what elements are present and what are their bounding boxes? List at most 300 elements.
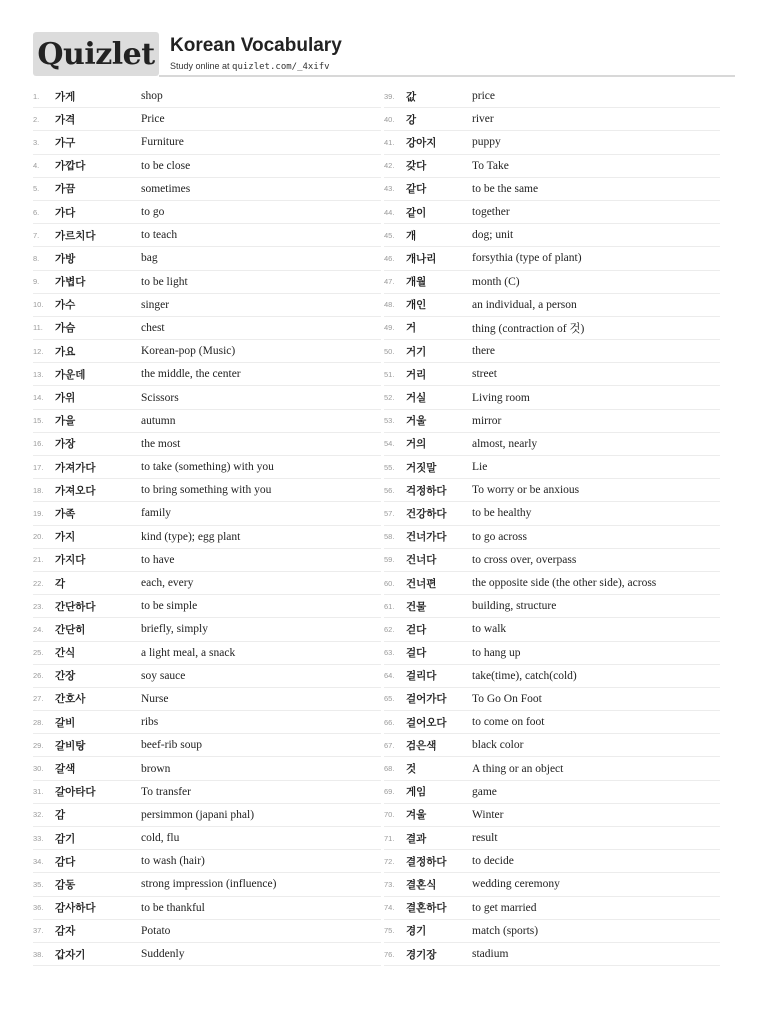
english-definition: ribs (141, 716, 159, 729)
korean-term: 가족 (55, 507, 76, 520)
vocab-row (33, 456, 381, 479)
korean-term: 경기장 (406, 948, 437, 961)
korean-term: 거짓말 (406, 461, 437, 474)
item-number: 67. (384, 740, 395, 750)
vocab-row (384, 618, 720, 641)
item-number: 50. (384, 346, 395, 356)
vocab-row (33, 873, 381, 896)
korean-term: 같다 (406, 183, 427, 196)
vocab-row (384, 665, 720, 688)
item-number: 30. (33, 764, 44, 774)
vocab-row (33, 595, 381, 618)
korean-term: 갈비탕 (55, 739, 86, 752)
item-number: 66. (384, 717, 395, 727)
item-number: 69. (384, 787, 395, 797)
vocab-row (384, 711, 720, 734)
korean-term: 개인 (406, 299, 427, 312)
english-definition: To Go On Foot (472, 692, 542, 705)
korean-term: 결과 (406, 832, 427, 845)
item-number: 11. (33, 323, 43, 333)
english-definition: the middle, the center (141, 368, 241, 381)
korean-term: 거리 (406, 368, 427, 381)
item-number: 18. (33, 485, 44, 495)
korean-term: 게임 (406, 786, 427, 799)
header-divider (159, 75, 735, 77)
item-number: 62. (384, 624, 395, 634)
english-definition: autumn (141, 414, 176, 427)
vocab-row (384, 688, 720, 711)
vocab-row (384, 155, 720, 178)
vocab-row (33, 642, 381, 665)
study-link[interactable]: quizlet.com/_4xifv (232, 62, 330, 72)
korean-term: 가방 (55, 252, 76, 265)
item-number: 26. (33, 671, 44, 681)
vocab-row (384, 873, 720, 896)
korean-term: 가볍다 (55, 276, 86, 289)
english-definition: Potato (141, 924, 171, 937)
english-definition: each, every (141, 577, 194, 590)
english-definition: cold, flu (141, 832, 180, 845)
korean-term: 가구 (55, 136, 76, 149)
korean-term: 가지다 (55, 554, 86, 567)
item-number: 7. (33, 230, 40, 240)
korean-term: 개월 (406, 276, 427, 289)
vocab-row (33, 781, 381, 804)
vocab-row (384, 456, 720, 479)
english-definition: result (472, 832, 498, 845)
english-definition: chest (141, 321, 165, 334)
english-definition: family (141, 507, 172, 520)
english-definition: beef-rib soup (141, 739, 202, 752)
item-number: 59. (384, 555, 395, 565)
item-number: 16. (33, 439, 44, 449)
vocab-row (384, 108, 720, 131)
english-definition: bag (141, 252, 158, 265)
english-definition: price (472, 90, 495, 103)
item-number: 27. (33, 694, 44, 704)
english-definition: to wash (hair) (141, 855, 205, 868)
item-number: 46. (384, 253, 395, 263)
vocab-row (384, 781, 720, 804)
english-definition: soy sauce (141, 669, 186, 682)
english-definition: kind (type); egg plant (141, 530, 241, 543)
item-number: 32. (33, 810, 44, 820)
item-number: 52. (384, 393, 395, 403)
korean-term: 건물 (406, 600, 427, 613)
item-number: 20. (33, 532, 44, 542)
english-definition: to go (141, 206, 165, 219)
english-definition: to go across (472, 530, 527, 543)
english-definition: singer (141, 298, 170, 311)
english-definition: strong impression (influence) (141, 878, 277, 891)
item-number: 12. (33, 346, 44, 356)
english-definition: a light meal, a snack (141, 646, 236, 659)
item-number: 51. (384, 369, 395, 379)
english-definition: mirror (472, 414, 502, 427)
english-definition: to be light (141, 275, 188, 288)
english-definition: building, structure (472, 600, 557, 613)
english-definition: to walk (472, 623, 507, 636)
korean-term: 것 (406, 763, 417, 776)
english-definition: dog; unit (472, 229, 514, 242)
vocab-row (384, 340, 720, 363)
english-definition: Living room (472, 391, 530, 404)
item-number: 44. (384, 207, 395, 217)
english-definition: month (C) (472, 275, 520, 288)
korean-term: 경기 (406, 925, 427, 938)
korean-term: 갖다 (406, 160, 427, 173)
vocab-row (33, 850, 381, 873)
item-number: 10. (33, 300, 44, 310)
english-definition: thing (contraction of 것) (472, 322, 585, 335)
vocab-row (384, 294, 720, 317)
korean-term: 감자 (55, 925, 76, 938)
item-number: 1. (33, 91, 40, 101)
korean-term: 가운데 (55, 368, 86, 381)
item-number: 6. (33, 207, 40, 217)
item-number: 58. (384, 532, 395, 542)
vocab-row (384, 271, 720, 294)
item-number: 74. (384, 903, 395, 913)
english-definition: stadium (472, 948, 509, 961)
korean-term: 가지 (55, 531, 76, 544)
english-definition: sometimes (141, 182, 191, 195)
vocab-row (33, 131, 381, 154)
english-definition: Lie (472, 461, 488, 474)
item-number: 43. (384, 184, 395, 194)
item-number: 57. (384, 508, 395, 518)
korean-term: 감 (55, 809, 66, 822)
korean-term: 감사하다 (55, 902, 96, 915)
vocab-row (384, 363, 720, 386)
korean-term: 가요 (55, 345, 76, 358)
english-definition: to decide (472, 855, 514, 868)
item-number: 70. (384, 810, 395, 820)
english-definition: to bring something with you (141, 484, 272, 497)
korean-term: 감다 (55, 855, 76, 868)
korean-term: 개 (406, 229, 417, 242)
korean-term: 가깝다 (55, 160, 86, 173)
item-number: 4. (33, 161, 40, 171)
vocab-row (384, 201, 720, 224)
item-number: 60. (384, 578, 395, 588)
vocab-row (33, 271, 381, 294)
english-definition: river (472, 113, 494, 126)
korean-term: 가슴 (55, 322, 76, 335)
english-definition: almost, nearly (472, 437, 538, 450)
item-number: 56. (384, 485, 395, 495)
english-definition: an individual, a person (472, 298, 577, 311)
vocab-row (384, 757, 720, 780)
vocab-row (33, 526, 381, 549)
english-definition: To worry or be anxious (472, 484, 580, 497)
vocab-row (33, 920, 381, 943)
english-definition: to teach (141, 229, 178, 242)
vocab-row (33, 85, 381, 108)
vocab-row (33, 757, 381, 780)
vocab-column-right (384, 85, 720, 966)
item-number: 53. (384, 416, 395, 426)
korean-term: 거 (406, 322, 417, 335)
korean-term: 걷다 (406, 623, 427, 636)
item-number: 38. (33, 949, 44, 959)
vocab-row (384, 943, 720, 966)
english-definition: Suddenly (141, 948, 185, 961)
vocab-row (384, 572, 720, 595)
vocab-row (33, 155, 381, 178)
english-definition: A thing or an object (472, 762, 564, 775)
vocab-row (384, 178, 720, 201)
item-number: 76. (384, 949, 395, 959)
english-definition: take(time), catch(cold) (472, 669, 577, 682)
item-number: 33. (33, 833, 44, 843)
korean-term: 건너가다 (406, 531, 447, 544)
english-definition: to hang up (472, 646, 521, 659)
item-number: 63. (384, 648, 395, 658)
vocab-row (33, 433, 381, 456)
korean-term: 간단히 (55, 623, 86, 636)
korean-term: 가을 (55, 415, 76, 428)
vocab-row (384, 549, 720, 572)
item-number: 5. (33, 184, 40, 194)
english-definition: to get married (472, 901, 537, 914)
item-number: 13. (33, 369, 44, 379)
vocab-row (384, 897, 720, 920)
item-number: 28. (33, 717, 44, 727)
item-number: 47. (384, 277, 395, 287)
item-number: 29. (33, 740, 44, 750)
korean-term: 거의 (406, 438, 427, 451)
korean-term: 가게 (55, 90, 76, 103)
vocab-row (384, 247, 720, 270)
vocab-row (384, 433, 720, 456)
english-definition: forsythia (type of plant) (472, 252, 582, 265)
item-number: 31. (33, 787, 44, 797)
korean-term: 걸다 (406, 647, 427, 660)
item-number: 19. (33, 508, 44, 518)
vocab-column-left (33, 85, 381, 966)
korean-term: 겨울 (406, 809, 427, 822)
english-definition: To Take (472, 159, 509, 172)
vocab-row (33, 688, 381, 711)
vocab-row (384, 804, 720, 827)
korean-term: 걱정하다 (406, 484, 447, 497)
vocab-row (33, 734, 381, 757)
item-number: 9. (33, 277, 40, 287)
english-definition: to be thankful (141, 901, 205, 914)
item-number: 23. (33, 601, 44, 611)
item-number: 40. (384, 114, 395, 124)
korean-term: 갈아타다 (55, 786, 96, 799)
korean-term: 결정하다 (406, 855, 447, 868)
item-number: 25. (33, 648, 44, 658)
vocab-row (33, 410, 381, 433)
english-definition: match (sports) (472, 924, 539, 937)
korean-term: 거실 (406, 392, 427, 405)
english-definition: the opposite side (the other side), across (472, 577, 657, 590)
vocab-row (384, 850, 720, 873)
english-definition: Price (141, 113, 165, 126)
vocab-row (33, 572, 381, 595)
korean-term: 건너다 (406, 554, 437, 567)
vocab-row (33, 618, 381, 641)
korean-term: 가져오다 (55, 484, 96, 497)
item-number: 39. (384, 91, 395, 101)
item-number: 14. (33, 393, 44, 403)
korean-term: 갈색 (55, 763, 76, 776)
english-definition: to be the same (472, 182, 539, 195)
vocab-row (384, 502, 720, 525)
vocab-row (33, 363, 381, 386)
vocab-row (33, 943, 381, 966)
english-definition: Winter (472, 808, 504, 821)
subtitle-prefix: Study online at (170, 61, 233, 71)
item-number: 24. (33, 624, 44, 634)
vocab-row (384, 642, 720, 665)
item-number: 21. (33, 555, 44, 565)
korean-term: 같이 (406, 206, 427, 219)
vocab-row (33, 386, 381, 409)
item-number: 3. (33, 137, 40, 147)
vocab-row (33, 549, 381, 572)
english-definition: together (472, 206, 510, 219)
korean-term: 감동 (55, 878, 76, 891)
korean-term: 각 (55, 577, 66, 590)
item-number: 42. (384, 161, 395, 171)
item-number: 22. (33, 578, 44, 588)
english-definition: the most (141, 437, 181, 450)
english-definition: Furniture (141, 136, 184, 149)
vocab-row (384, 317, 720, 340)
english-definition: persimmon (japani phal) (141, 808, 255, 821)
english-definition: to be healthy (472, 507, 532, 520)
vocab-row (33, 479, 381, 502)
item-number: 15. (33, 416, 44, 426)
vocab-row (33, 294, 381, 317)
item-number: 61. (384, 601, 395, 611)
vocab-row (384, 920, 720, 943)
item-number: 45. (384, 230, 395, 240)
vocab-row (384, 224, 720, 247)
item-number: 72. (384, 856, 395, 866)
item-number: 34. (33, 856, 44, 866)
english-definition: street (472, 368, 497, 381)
english-definition: to be simple (141, 600, 198, 613)
item-number: 41. (384, 137, 395, 147)
item-number: 54. (384, 439, 395, 449)
vocab-row (384, 479, 720, 502)
korean-term: 검은색 (406, 739, 437, 752)
vocab-row (384, 734, 720, 757)
english-definition: game (472, 785, 497, 798)
korean-term: 걸어오다 (406, 716, 447, 729)
vocab-row (384, 526, 720, 549)
item-number: 35. (33, 879, 44, 889)
korean-term: 거울 (406, 415, 427, 428)
korean-term: 건강하다 (406, 507, 447, 520)
english-definition: briefly, simply (141, 623, 208, 636)
english-definition: wedding ceremony (472, 878, 560, 891)
english-definition: there (472, 345, 495, 358)
korean-term: 걸어가다 (406, 693, 447, 706)
vocab-row (33, 897, 381, 920)
korean-term: 거기 (406, 345, 427, 358)
english-definition: black color (472, 739, 524, 752)
item-number: 73. (384, 879, 395, 889)
vocab-row (33, 201, 381, 224)
korean-term: 값 (406, 90, 417, 103)
item-number: 8. (33, 253, 40, 263)
vocab-row (33, 827, 381, 850)
korean-term: 가위 (55, 392, 76, 405)
english-definition: to come on foot (472, 716, 545, 729)
page-title: Korean Vocabulary (170, 35, 342, 56)
korean-term: 갈비 (55, 716, 76, 729)
vocab-row (33, 247, 381, 270)
vocab-row (33, 178, 381, 201)
english-definition: to have (141, 553, 175, 566)
item-number: 48. (384, 300, 395, 310)
item-number: 65. (384, 694, 395, 704)
english-definition: to cross over, overpass (472, 553, 577, 566)
korean-term: 가수 (55, 299, 76, 312)
korean-term: 간단하다 (55, 600, 96, 613)
vocab-row (33, 804, 381, 827)
english-definition: To transfer (141, 785, 191, 798)
korean-term: 가져가다 (55, 461, 96, 474)
english-definition: shop (141, 90, 163, 103)
korean-term: 갑자기 (55, 948, 86, 961)
korean-term: 개나리 (406, 252, 437, 265)
vocab-row (384, 595, 720, 618)
korean-term: 감기 (55, 832, 76, 845)
vocab-row (33, 711, 381, 734)
vocab-row (384, 410, 720, 433)
quizlet-logo: Quizlet (33, 32, 159, 76)
item-number: 55. (384, 462, 395, 472)
item-number: 64. (384, 671, 395, 681)
item-number: 75. (384, 926, 395, 936)
korean-term: 간호사 (55, 693, 86, 706)
item-number: 49. (384, 323, 395, 333)
korean-term: 강아지 (406, 136, 437, 149)
english-definition: brown (141, 762, 171, 775)
english-definition: puppy (472, 136, 501, 149)
english-definition: to be close (141, 159, 191, 172)
vocab-row (384, 827, 720, 850)
english-definition: Korean-pop (Music) (141, 345, 236, 358)
item-number: 68. (384, 764, 395, 774)
korean-term: 간장 (55, 670, 76, 683)
korean-term: 건너편 (406, 577, 437, 590)
vocab-row (33, 108, 381, 131)
item-number: 71. (384, 833, 395, 843)
korean-term: 결혼식 (406, 878, 437, 891)
english-definition: Scissors (141, 391, 179, 404)
korean-term: 강 (406, 113, 417, 126)
korean-term: 가격 (55, 113, 76, 126)
vocab-row (33, 340, 381, 363)
vocab-row (33, 502, 381, 525)
item-number: 2. (33, 114, 40, 124)
vocab-row (33, 317, 381, 340)
vocab-row (384, 85, 720, 108)
english-definition: Nurse (141, 692, 169, 705)
korean-term: 가다 (55, 206, 76, 219)
english-definition: to take (something) with you (141, 461, 274, 474)
item-number: 37. (33, 926, 44, 936)
vocab-row (33, 224, 381, 247)
